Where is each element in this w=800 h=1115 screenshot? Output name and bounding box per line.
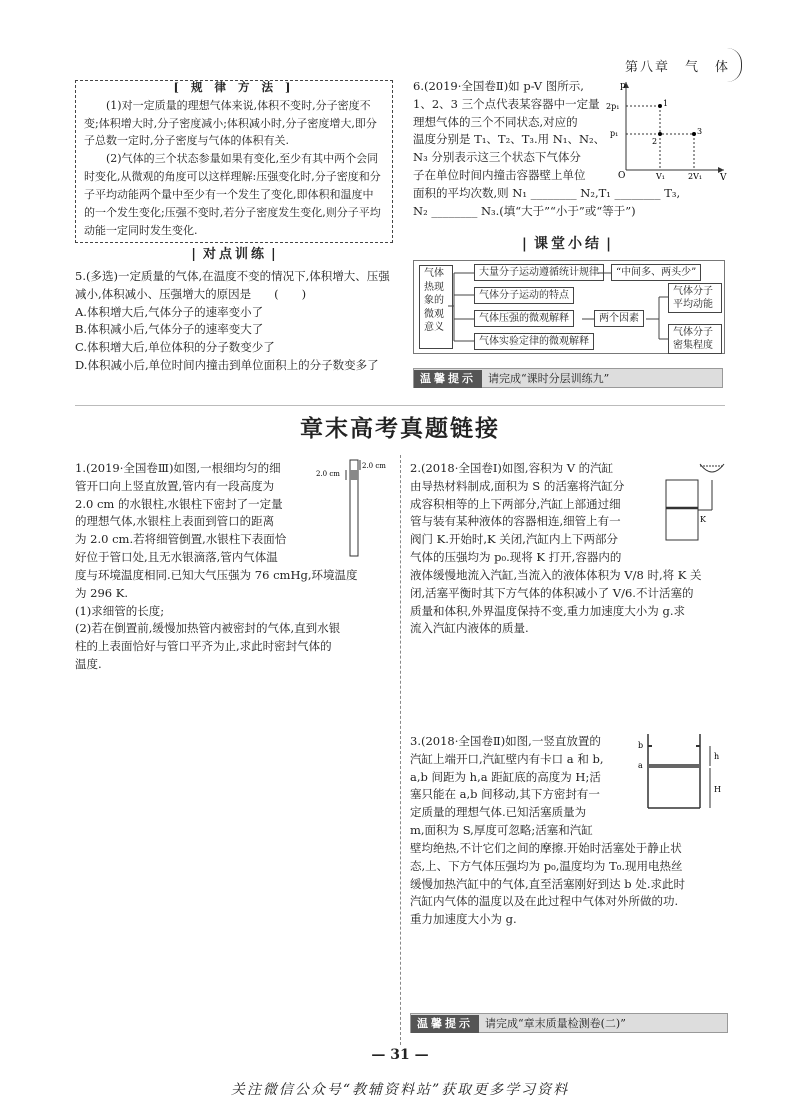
section-divider xyxy=(75,405,725,406)
graph-x-label: V xyxy=(720,173,727,183)
point-2 xyxy=(658,132,662,136)
piston-label-b: b xyxy=(638,741,644,750)
graph-ytick-p1: p₁ xyxy=(610,129,619,138)
page-number: — 31 — xyxy=(371,1047,429,1063)
cylinder-figure xyxy=(660,456,728,556)
method-title: [ 规 律 方 法 ] xyxy=(173,80,295,94)
piston-label-H: H xyxy=(714,785,721,794)
practice-questions xyxy=(75,268,395,375)
problem-1: 1.(2019·全国卷Ⅲ)如图,一根细均匀的细 管开口向上竖直放置,管内有一段高度为 2.0 cm 的水银柱,水银柱下密封了一定量 的理想气体,水银柱上表面到管口的距离 为 2.0 cm.若将细管倒置,水银柱下表面恰 好位于管口处,且无水银滴落,管内气体温 度与环境温度相同.已知大气压强为 76 cmHg,环境温度 为 296 K. (1)求细管的长度; (2)若在倒置前,缓慢加热管内被密封的气体,直到水银 柱的上表面恰好与管口平齐为止,求此时密封气体的 温度. xyxy=(75,461,358,671)
summary-title: | 课堂小结 | xyxy=(522,236,614,252)
tip-text-2: 请完成“章末质量检测卷(二)” xyxy=(485,1017,626,1030)
svg-text:2: 2 xyxy=(652,137,658,146)
chapter-header: 第八章 气 体 xyxy=(624,60,730,75)
summary-title-wrap xyxy=(413,234,723,256)
tube-label-1: 2.0 cm xyxy=(316,470,340,478)
summary-branch-3: 气体压强的微观解释 xyxy=(474,310,574,327)
problem-3: 3.(2018·全国卷Ⅱ)如图,一竖直放置的 汽缸上端开口,汽缸壁内有卡口 a 和 b, a,b 间距为 h,a 距缸底的高度为 H;活 塞只能在 a,b 间移动,其下方密封有一 定质量的理想气体.已知活塞质量为 m,面积为 S,厚度可忽略;活塞和汽缸 壁均绝热,不计它们之间的摩擦.开始时活塞处于静止状 态,上、下方气体压强均为 p₀,温度均为 T₀.现用电热丝 缓慢加热汽缸中的气体,直至活塞刚好到达 b 处.求此时 汽缸内气体的温度以及在此过程中气体对外所做的功. 重力加速度大小为 g. xyxy=(410,734,685,927)
point-3 xyxy=(692,132,696,136)
point-1 xyxy=(658,104,662,108)
graph-ytick-2p1: 2p₁ xyxy=(606,102,620,111)
svg-text:1: 1 xyxy=(663,99,669,108)
practice-title-wrap xyxy=(0,245,470,265)
piston-label-h: h xyxy=(714,752,720,761)
piston-label-a: a xyxy=(638,761,643,770)
option-c: C.体积增大后,单位体积的分子数变少了 xyxy=(75,340,275,355)
footer-note: 关注微信公众号“教辅资料站”获取更多学习资料 xyxy=(230,1082,570,1098)
option-a: A.体积增大后,气体分子的速率变小了 xyxy=(75,304,264,319)
graph-xtick-2v1: 2V₁ xyxy=(688,172,703,181)
method-paragraph-1: (1)对一定质量的理想气体来说,体积不变时,分子密度不变;体积增大时,分子密度减小;体积减小时,分子密度增大,即分子总数一定时,分子密度与气体的体积有关. xyxy=(84,98,377,148)
option-b: B.体积减小后,气体分子的速率变大了 xyxy=(75,322,264,337)
piston-figure xyxy=(636,728,728,818)
tip-text-1: 请完成“课时分层训练九” xyxy=(488,372,610,385)
graph-xtick-v1: V₁ xyxy=(656,172,665,181)
tube-figure xyxy=(318,456,392,560)
question-6: 6.(2019·全国卷Ⅱ)如 p-V 图所示, 1、2、3 三个点代表某容器中一定量 理想气体的三个不同状态,对应的 温度分别是 T₁、T₂、T₃.用 N₁、N₂、 N₃ 分别表示这三个状态下气体分 子在单位时间内撞击容器壁上单位 面积的平均次数,则 N₁ ________ N₂,T₁ ________ T₃, N₂ ________ N₃.(填“大于”“小于”或“等于”) xyxy=(413,79,681,218)
column-divider xyxy=(400,455,401,1045)
graph-y-label: p xyxy=(620,81,626,91)
question-5: 5.(多选)一定质量的气体,在温度不变的情况下,体积增大、压强减小,体积减小、压强增大的原因是 ( ) xyxy=(75,269,390,301)
tip-box-1 xyxy=(413,368,723,388)
summary-diagram xyxy=(413,260,725,354)
section-title: 章末高考真题链接 xyxy=(300,416,500,442)
tube-label-2: 2.0 cm xyxy=(362,462,386,470)
summary-branch-4: 气体实验定律的微观解释 xyxy=(474,333,594,350)
method-paragraph-2: (2)气体的三个状态参量如果有变化,至少有其中两个会同时变化,从微观的角度可以这样理解:压强变化时,分子密度和分子平均动能两个量中至少有一个发生了变化,即体积和温度中的一个发生变化;压强不变时,若分子密度发生变化,则分子平均动能一定同时发生变化. xyxy=(84,152,381,237)
pv-graph xyxy=(606,78,730,183)
summary-branch-2: 气体分子运动的特点 xyxy=(474,287,574,304)
header-decoration xyxy=(727,48,742,82)
summary-two-factors: 两个因素 xyxy=(594,310,644,327)
problem-2: 2.(2018·全国卷Ⅰ)如图,容积为 V 的汽缸 由导热材料制成,面积为 S 的活塞将汽缸分 成容积相等的上下两部分,汽缸上部通过细 管与装有某种液体的容器相连,细管上有一 阀门 K.开始时,K 关闭,汽缸内上下两部分 气体的压强均为 p₀.现将 K 打开,容器内的 液体缓慢地流入汽缸,当流入的液体体积为 V/8 时,将 K 关 闭,活塞平衡时其下方气体的体积减小了 V/6.不计活塞的 质量和体积,外界温度保持不变,重力加速度大小为 g.求 流入汽缸内液体的质量. xyxy=(410,461,702,636)
practice-title: | 对点训练 | xyxy=(191,247,278,262)
svg-text:3: 3 xyxy=(697,127,703,136)
option-d: D.体积减小后,单位时间内撞击到单位面积上的分子数变多了 xyxy=(75,358,379,373)
valve-label: K xyxy=(700,515,706,524)
summary-branch-1: 大量分子运动遵循统计规律 xyxy=(474,264,604,281)
graph-origin: O xyxy=(618,171,626,181)
summary-factor-1: 气体分子平均动能 xyxy=(668,283,722,313)
summary-root: 气体热现象的微观意义 xyxy=(419,265,453,349)
tip-label-1: 温馨提示 xyxy=(414,370,482,388)
tip-label-2: 温馨提示 xyxy=(411,1015,479,1033)
summary-factor-2: 气体分子密集程度 xyxy=(668,324,722,354)
method-box xyxy=(75,80,393,243)
tip-box-2 xyxy=(410,1013,728,1033)
summary-branch-1-result: “中间多、两头少” xyxy=(611,264,701,281)
